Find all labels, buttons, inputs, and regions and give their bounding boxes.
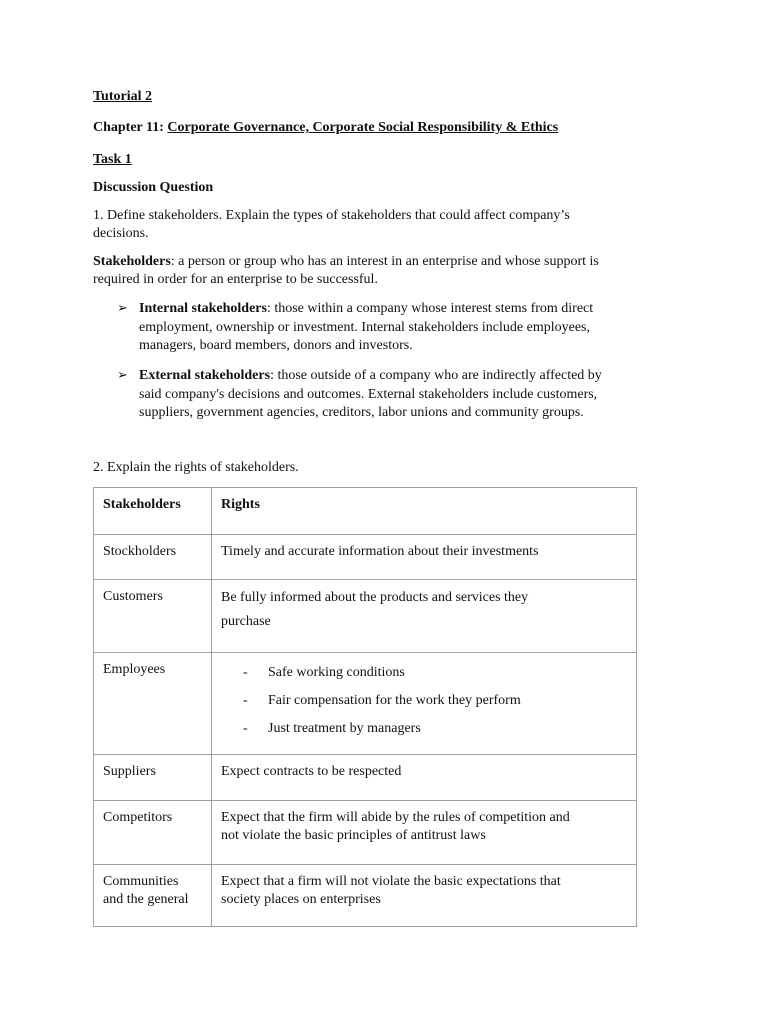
table-row: [94, 535, 637, 580]
bullet-line-3: suppliers, government agencies, creditors, labor unions and community groups.: [139, 405, 584, 420]
list-item: - Safe working conditions: [243, 659, 627, 687]
definition-text: : a person or group who has an interest in an enterprise and whose support is: [170, 254, 599, 269]
stakeholder-cell: Stockholders: [94, 535, 212, 580]
table-row: [94, 865, 637, 927]
rights-cell: [212, 580, 637, 653]
bullet-term: External stakeholders: [139, 368, 271, 383]
bullet-line-2: said company's decisions and outcomes. External stakeholders include customers,: [139, 387, 598, 402]
chapter-prefix: Chapter 11:: [93, 120, 164, 135]
bullet-line-1: [139, 367, 659, 385]
rights-cell: [212, 865, 637, 927]
table-row: [94, 755, 637, 801]
arrow-bullet-icon: ➢: [117, 368, 128, 383]
header-stakeholders: Stakeholders: [94, 488, 212, 535]
question-2: 2. Explain the rights of stakeholders.: [93, 460, 299, 475]
stakeholder-cell: Employees: [94, 653, 212, 755]
bullet-line-3: managers, board members, donors and investors.: [139, 338, 413, 353]
rights-cell: Timely and accurate information about their investments: [212, 535, 637, 580]
stakeholder-cell: Suppliers: [94, 755, 212, 801]
discussion-heading: Discussion Question: [93, 180, 214, 195]
rights-line-2: not violate the basic principles of antitrust laws: [221, 828, 486, 843]
question-1-line-1: 1. Define stakeholders. Explain the types of stakeholders that could affect company’s: [93, 208, 570, 223]
bullet-term: Internal stakeholders: [139, 301, 267, 316]
rights-line-2: purchase: [221, 614, 271, 629]
header-rights: Rights: [212, 488, 637, 535]
bullet-text: : those within a company whose interest stems from direct: [266, 301, 594, 316]
stakeholder-line-1: Communities: [103, 874, 179, 889]
stakeholder-rights-table: [93, 487, 637, 927]
list-item: - Fair compensation for the work they perform: [243, 687, 627, 715]
stakeholder-cell: [94, 865, 212, 927]
rights-cell: Expect contracts to be respected: [212, 755, 637, 801]
stakeholder-cell: Customers: [94, 580, 212, 653]
bullet-text: : those outside of a company who are indirectly affected by: [270, 368, 602, 383]
rights-line-1: Expect that a firm will not violate the basic expectations that: [221, 874, 561, 889]
tutorial-heading: Tutorial 2: [93, 89, 152, 104]
arrow-bullet-icon: ➢: [117, 301, 128, 316]
bullet-line-1: [139, 300, 659, 318]
chapter-title: Corporate Governance, Corporate Social Responsibility & Ethics: [167, 120, 559, 135]
rights-line-1: Expect that the firm will abide by the rules of competition and: [221, 810, 570, 825]
table-row: [94, 653, 637, 755]
table-row: [94, 580, 637, 653]
table-row: [94, 801, 637, 865]
task-heading: Task 1: [93, 152, 132, 167]
rights-cell: [212, 801, 637, 865]
definition-line-1: [93, 253, 599, 271]
definition-line-2: required in order for an enterprise to be successful.: [93, 272, 378, 287]
rights-line-2: society places on enterprises: [221, 892, 381, 907]
definition-term: Stakeholders: [93, 254, 171, 269]
chapter-heading: [93, 119, 558, 137]
list-item: - Just treatment by managers: [243, 715, 627, 743]
table-header-row: [94, 488, 637, 535]
rights-line-1: Be fully informed about the products and services they: [221, 590, 529, 605]
stakeholder-cell: Competitors: [94, 801, 212, 865]
bullet-line-2: employment, ownership or investment. Internal stakeholders include employees,: [139, 320, 590, 335]
rights-cell: [212, 653, 637, 755]
question-1-line-2: decisions.: [93, 226, 149, 241]
stakeholder-line-2: and the general: [103, 892, 189, 907]
rights-list: [221, 659, 627, 743]
